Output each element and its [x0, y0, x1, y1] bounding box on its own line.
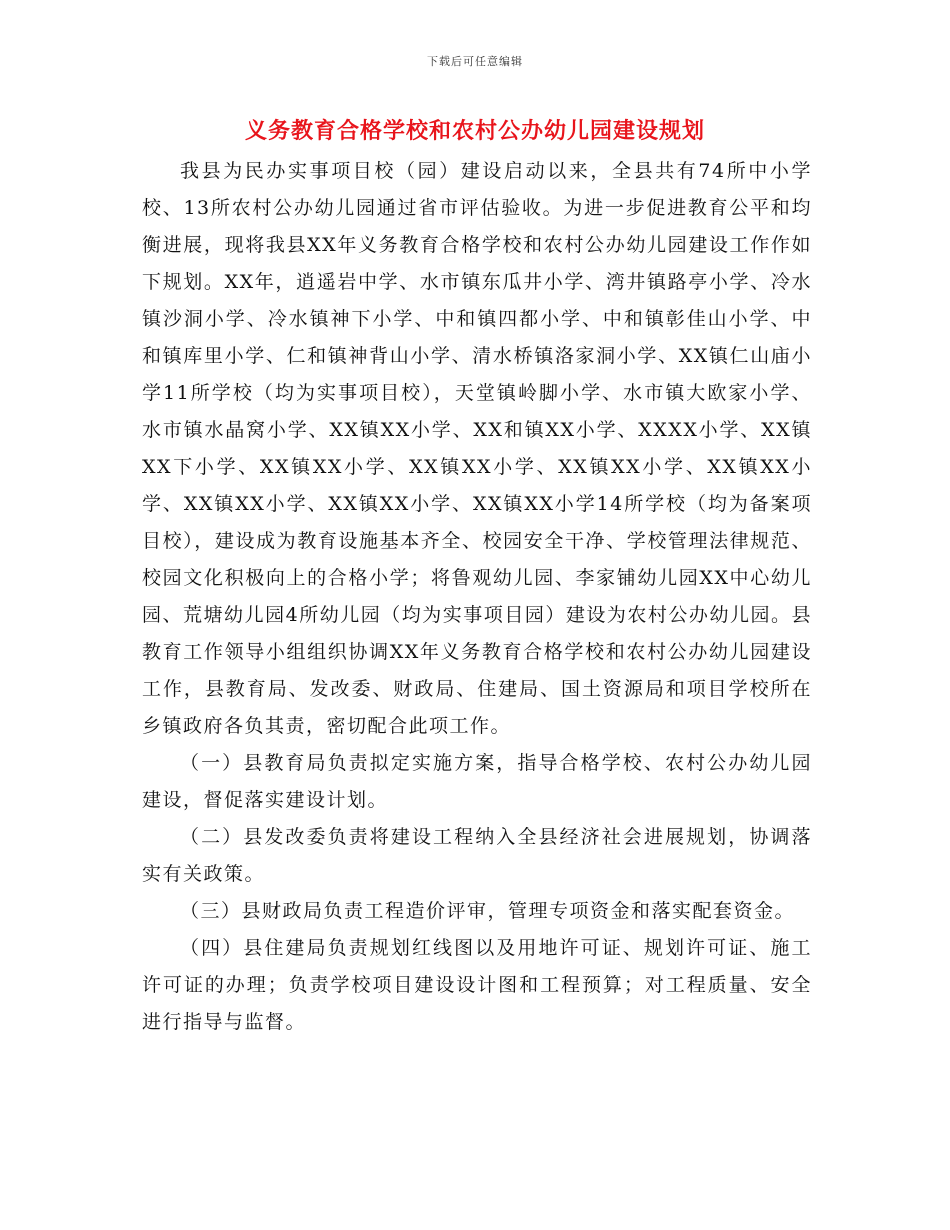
- paragraph-item-2: （二）县发改委负责将建设工程纳入全县经济社会进展规划，协调落实有关政策。: [142, 826, 812, 885]
- paragraph-item-4: （四）县住建局负责规划红线图以及用地许可证、规划许可证、施工许可证的办理；负责学校项目建设设计图和工程预算；对工程质量、安全进行指导与监督。: [142, 937, 812, 1033]
- document-body: [142, 153, 812, 1041]
- paragraph-item-3: （三）县财政局负责工程造价评审，管理专项资金和落实配套资金。: [180, 900, 796, 922]
- document-title: 义务教育合格学校和农村公办幼儿园建设规划: [244, 118, 705, 144]
- paragraph-intro: 我县为民办实事项目校（园）建设启动以来，全县共有74所中小学校、13所农村公办幼儿园通过省市评估验收。为进一步促进教育公平和均衡进展，现将我县XX年义务教育合格学校和农村公办幼儿园建设工作作如下规划。XX年，逍遥岩中学、水市镇东瓜井小学、湾井镇路亭小学、冷水镇沙洞小学、冷水镇神下小学、中和镇四都小学、中和镇彰佳山小学、中和镇库里小学、仁和镇神背山小学、清水桥镇洛家洞小学、XX镇仁山庙小学11所学校（均为实事项目校），天堂镇岭脚小学、水市镇大欧家小学、水市镇水晶窝小学、XX镇XX小学、XX和镇XX小学、XXXX小学、XX镇XX下小学、XX镇XX小学、XX镇XX小学、XX镇XX小学、XX镇XX小学、XX镇XX小学、XX镇XX小学、XX镇XX小学14所学校（均为备案项目校），建设成为教育设施基本齐全、校园安全干净、学校管理法律规范、校园文化积极向上的合格小学；将鲁观幼儿园、李家铺幼儿园XX中心幼儿园、荒塘幼儿园4所幼儿园（均为实事项目园）建设为农村公办幼儿园。县教育工作领导小组组织协调XX年义务教育合格学校和农村公办幼儿园建设工作，县教育局、发改委、财政局、住建局、国土资源局和项目学校所在乡镇政府各负其责，密切配合此项工作。: [142, 160, 812, 737]
- header-note: 下载后可任意编辑: [427, 55, 523, 68]
- paragraph-item-1: （一）县教育局负责拟定实施方案，指导合格学校、农村公办幼儿园建设，督促落实建设计划。: [142, 752, 812, 811]
